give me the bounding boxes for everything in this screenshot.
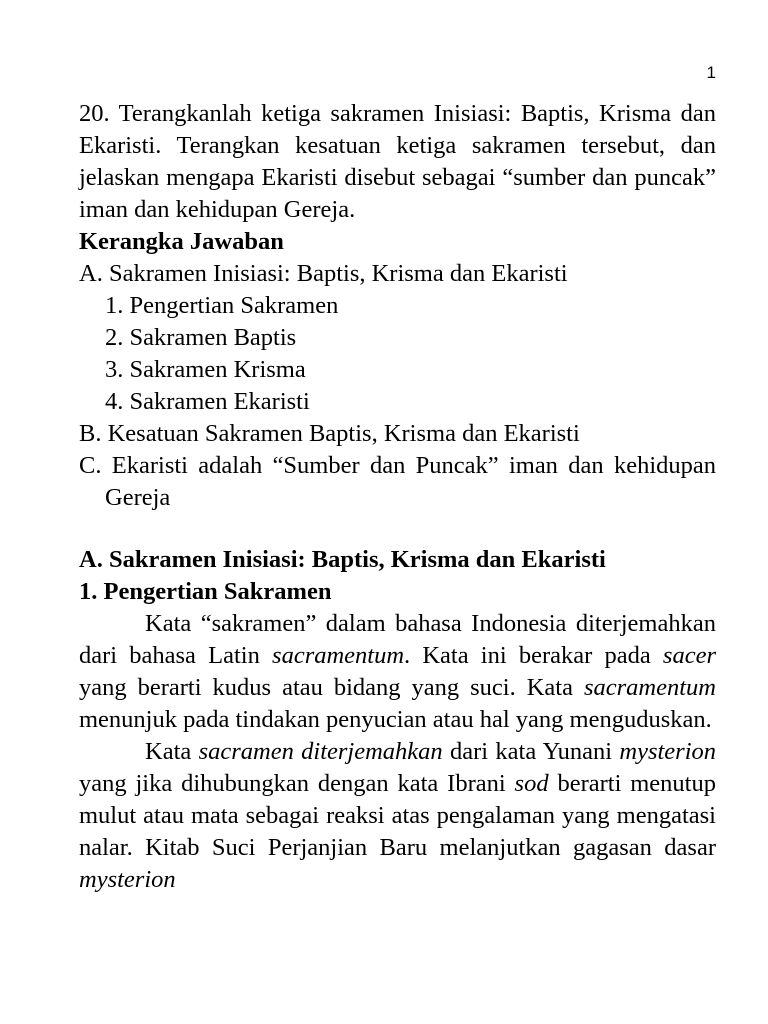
greek-term: mysterion [79,866,176,893]
outline-subitem: 2. Sakramen Baptis [105,324,297,351]
paragraph-text: menunjuk pada tindakan penyucian atau hal yang menguduskan. [79,706,712,733]
latin-term: sacer [662,642,716,669]
document-body [79,98,716,896]
outline-item-a: A. Sakramen Inisiasi: Baptis, Krisma dan Ekaristi [79,260,568,287]
outline-subitem: 4. Sakramen Ekaristi [105,388,310,415]
outline-item-b: B. Kesatuan Sakramen Baptis, Krisma dan Ekaristi [79,420,580,447]
paragraph-2 [79,736,716,896]
page-number: 1 [706,63,716,82]
paragraph-text: . Kata ini berakar pada [404,642,663,669]
hebrew-term: sod [514,770,549,797]
outline-item-c: C. Ekaristi adalah “Sumber dan Puncak” iman dan kehidupan Gereja [79,452,716,511]
paragraph-text: berarti menutup mulut atau mata sebagai reaksi atas pengalaman yang mengatasi nalar. Kitab Suci Perjanjian Baru melanjutkan gagasan dasar [79,770,716,861]
paragraph-1 [79,608,716,736]
paragraph-text: yang jika dihubungkan dengan kata Ibrani [79,770,515,797]
italic-term: sacramen diterjemahkan [198,738,443,765]
outline-subitem: 3. Sakramen Krisma [105,356,306,383]
outline-subitem: 1. Pengertian Sakramen [105,292,339,319]
outline-title: Kerangka Jawaban [79,228,284,255]
paragraph-text: Kata [145,738,199,765]
section-spacer [79,514,716,544]
paragraph-text: Kata “sakramen” dalam bahasa Indonesia diterjemahkan dari bahasa Latin [79,610,716,669]
section-subheading: 1. Pengertian Sakramen [79,578,332,605]
paragraph-text: yang berarti kudus atau bidang yang suci. Kata [79,674,584,701]
latin-term: sacramentum [272,642,405,669]
greek-term: mysterion [619,738,716,765]
section-heading: A. Sakramen Inisiasi: Baptis, Krisma dan Ekaristi [79,546,606,573]
question-text: 20. Terangkanlah ketiga sakramen Inisiasi: Baptis, Krisma dan Ekaristi. Terangkan kesatuan ketiga sakramen tersebut, dan jelaskan mengapa Ekaristi disebut sebagai “sumber dan puncak” iman dan kehidupan Gereja. [79,100,716,223]
paragraph-text: dari kata Yunani [442,738,620,765]
latin-term: sacramentum [583,674,716,701]
